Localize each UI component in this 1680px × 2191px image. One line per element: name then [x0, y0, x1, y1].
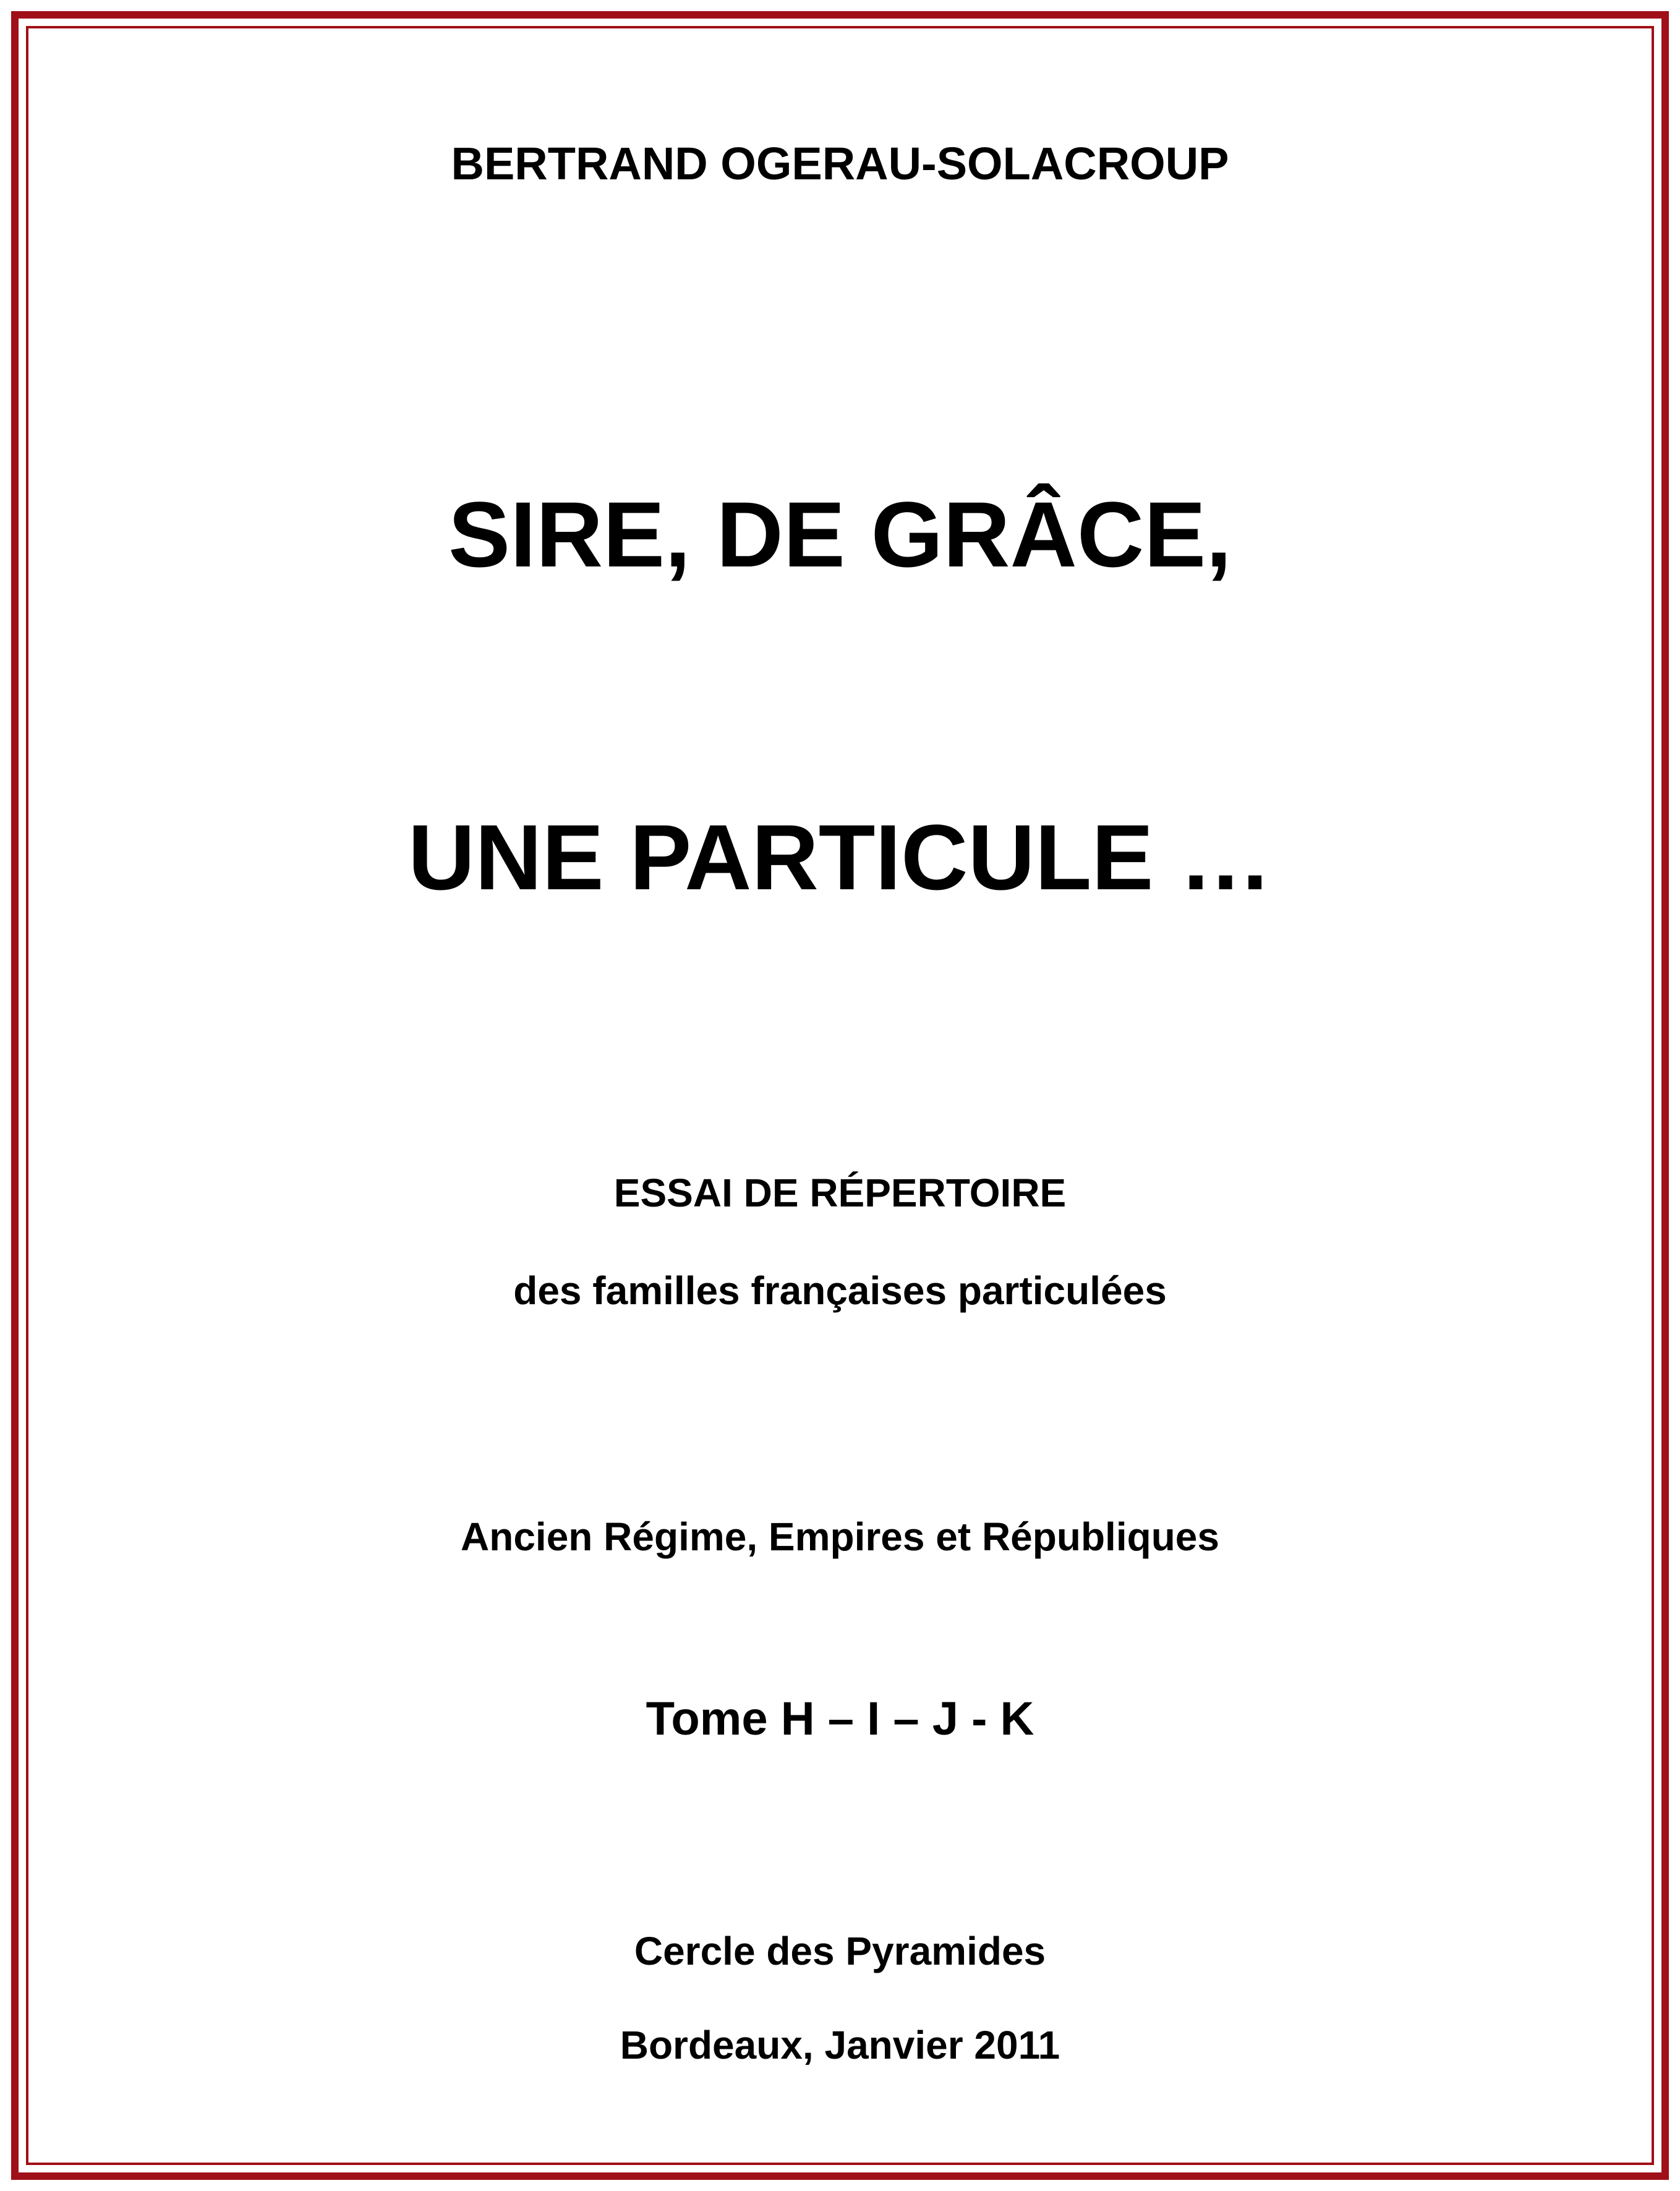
subtitle-line-1: ESSAI DE RÉPERTOIRE — [613, 1171, 1067, 1215]
title-line-2: UNE PARTICULE … — [407, 805, 1273, 909]
inner-border-frame — [26, 26, 1654, 2165]
subtitle-line-2: des familles françaises particulées — [513, 1268, 1167, 1313]
period-line: Ancien Régime, Empires et Républiques — [461, 1514, 1219, 1559]
author-name: BERTRAND OGERAU-SOLACROUP — [451, 138, 1229, 189]
volume-label: Tome H – I – J - K — [646, 1693, 1034, 1745]
place-and-date: Bordeaux, Janvier 2011 — [620, 2023, 1060, 2067]
title-line-1: SIRE, DE GRÂCE, — [448, 482, 1232, 586]
publisher-name: Cercle des Pyramides — [634, 1929, 1046, 1973]
